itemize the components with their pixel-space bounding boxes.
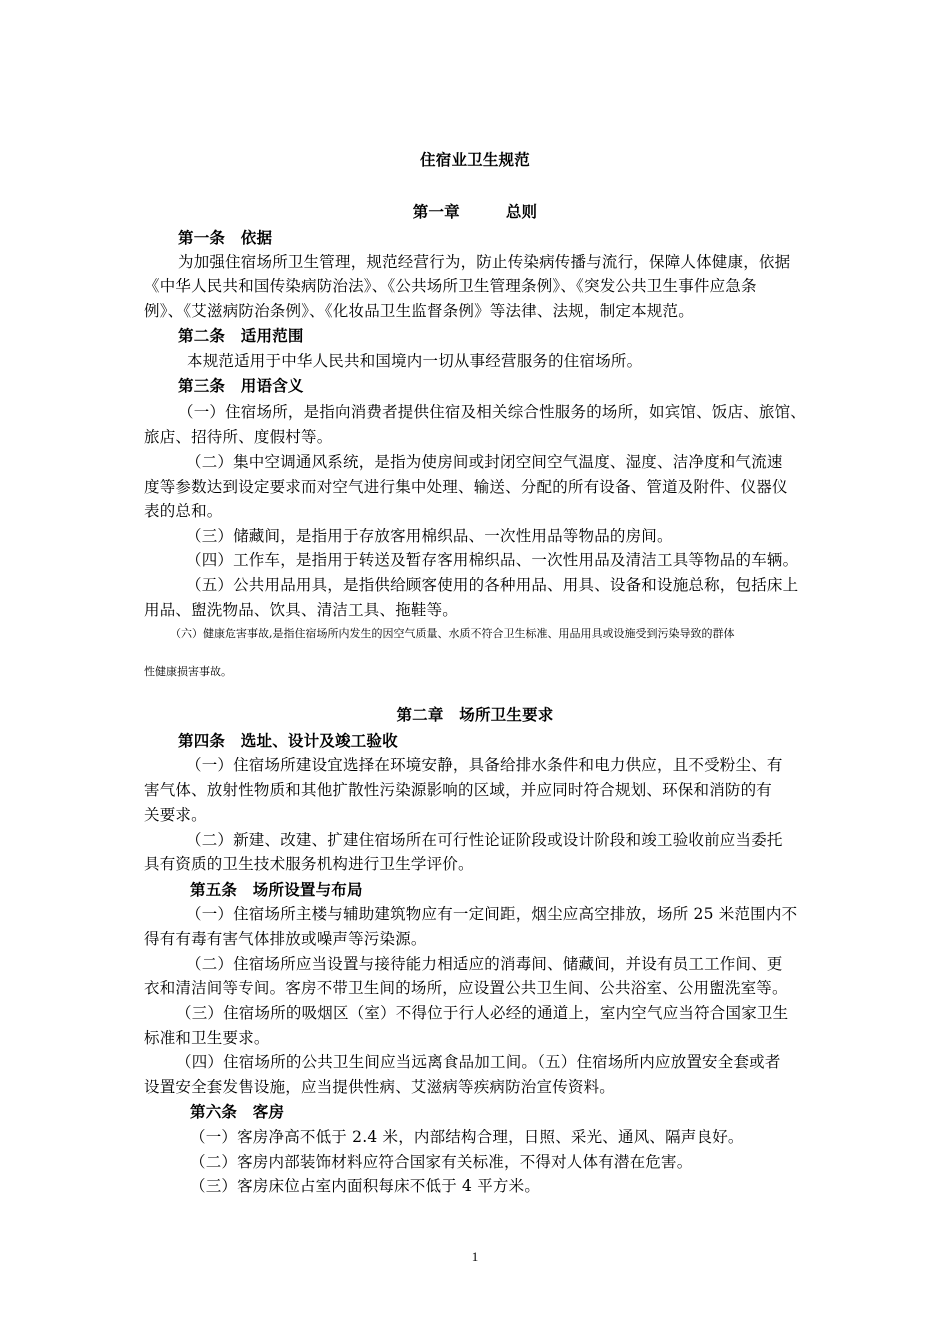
paragraph-line: 为加强住宿场所卫生管理，规范经营行为，防止传染病传播与流行，保障人体健康，依据 — [178, 253, 791, 271]
paragraph-line: 《中华人民共和国传染病防治法》、《公共场所卫生管理条例》、《突发公共卫生事件应急条 — [144, 277, 757, 295]
article-3-heading: 第三条 用语含义 — [178, 377, 304, 395]
paragraph-line: 具有资质的卫生技术服务机构进行卫生学评价。 — [144, 855, 474, 873]
page-number: 1 — [471, 1249, 479, 1264]
paragraph-line: （二）新建、改建、扩建住宿场所在可行性论证阶段或设计阶段和竣工验收前应当委托 — [186, 831, 783, 849]
paragraph-line: （五）公共用品用具，是指供给顾客使用的各种用品、用具、设备和设施总称，包括床上 — [186, 576, 799, 594]
paragraph-line: 例》、《艾滋病防治条例》、《化妆品卫生监督条例》等法律、法规，制定本规范。 — [144, 302, 694, 320]
chapter-1-name: 总则 — [505, 203, 538, 221]
paragraph-line: （四）住宿场所的公共卫生间应当远离食品加工间。（五）住宿场所内应放置安全套或者 — [176, 1053, 781, 1071]
paragraph-line: 旅店、招待所、度假村等。 — [144, 428, 333, 446]
paragraph-line: 度等参数达到设定要求而对空气进行集中处理、输送、分配的所有设备、管道及附件、仪器仪 — [144, 478, 788, 496]
paragraph-line: （二）集中空调通风系统，是指为使房间或封闭空间空气温度、湿度、洁净度和气流速 — [186, 453, 783, 471]
paragraph-line: 关要求。 — [144, 806, 207, 824]
document-title: 住宿业卫生规范 — [420, 151, 530, 169]
chapter-1-number: 第一章 — [412, 203, 460, 221]
paragraph-line: （六）健康危害事故,是指住宿场所内发生的因空气质量、水质不符合卫生标准、用品用具或设施受到污染导致的群体 — [170, 627, 735, 640]
paragraph-line: （二）客房内部装饰材料应符合国家有关标准，不得对人体有潜在危害。 — [190, 1153, 693, 1171]
article-5-heading: 第五条 场所设置与布局 — [190, 881, 363, 899]
paragraph-line: （一）客房净高不低于 2.4 米，内部结构合理，日照、采光、通风、隔声良好。 — [190, 1128, 744, 1146]
paragraph-line: （四）工作车，是指用于转送及暂存客用棉织品、一次性用品及清洁工具等物品的车辆。 — [186, 551, 799, 569]
paragraph-line: 表的总和。 — [144, 502, 223, 520]
paragraph-line: （二）住宿场所应当设置与接待能力相适应的消毒间、储藏间，并设有员工工作间、更 — [186, 955, 783, 973]
article-2-heading: 第二条 适用范围 — [178, 327, 304, 345]
paragraph-line: （一）住宿场所建设宜选择在环境安静，具备给排水条件和电力供应，且不受粉尘、有 — [186, 756, 783, 774]
paragraph-line: （一）住宿场所，是指向消费者提供住宿及相关综合性服务的场所，如宾馆、饭店、旅馆、 — [178, 403, 807, 421]
paragraph-line: 害气体、放射性物质和其他扩散性污染源影响的区域，并应同时符合规划、环保和消防的有 — [144, 781, 773, 799]
paragraph-line: （三）住宿场所的吸烟区（室）不得位于行人必经的通道上，室内空气应当符合国家卫生 — [176, 1004, 789, 1022]
article-6-heading: 第六条 客房 — [190, 1103, 285, 1121]
chapter-1-heading — [0, 202, 950, 222]
article-1-heading: 第一条 依据 — [178, 229, 273, 247]
paragraph-line: 性健康损害事故。 — [144, 665, 232, 678]
paragraph-line: 本规范适用于中华人民共和国境内一切从事经营服务的住宿场所。 — [187, 352, 643, 370]
paragraph-line: （三）客房床位占室内面积每床不低于 4 平方米。 — [190, 1177, 541, 1195]
paragraph-line: 得有有毒有害气体排放或噪声等污染源。 — [144, 930, 427, 948]
paragraph-line: 衣和清洁间等专间。客房不带卫生间的场所，应设置公共卫生间、公共浴室、公用盥洗室等。 — [144, 979, 788, 997]
article-4-heading: 第四条 选址、设计及竣工验收 — [178, 732, 398, 750]
paragraph-line: 设置安全套发售设施，应当提供性病、艾滋病等疾病防治宣传资料。 — [144, 1078, 616, 1096]
chapter-2-heading: 第二章 场所卫生要求 — [396, 706, 554, 724]
paragraph-line: （一）住宿场所主楼与辅助建筑物应有一定间距，烟尘应高空排放，场所 25 米范围内不 — [186, 905, 798, 923]
paragraph-line: 标准和卫生要求。 — [144, 1029, 270, 1047]
paragraph-line: 用品、盥洗物品、饮具、清洁工具、拖鞋等。 — [144, 601, 459, 619]
paragraph-line: （三）储藏间，是指用于存放客用棉织品、一次性用品等物品的房间。 — [186, 527, 673, 545]
